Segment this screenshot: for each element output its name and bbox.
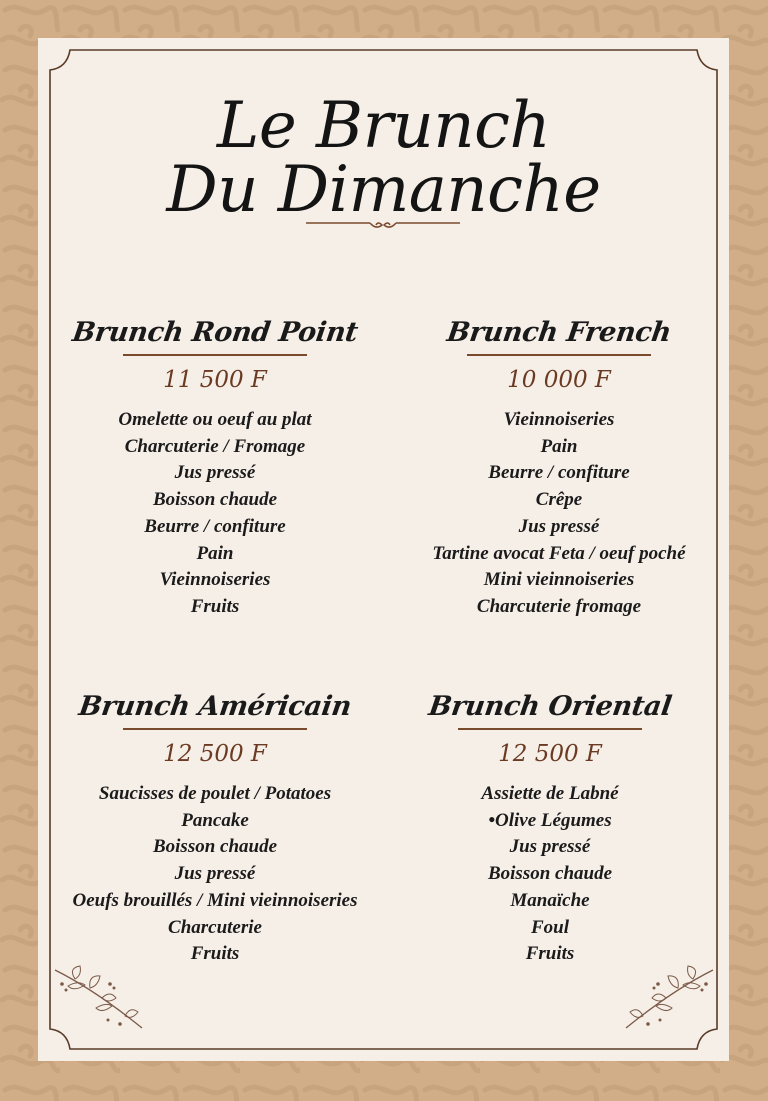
list-item: Saucisses de poulet / Potatoes bbox=[98, 783, 332, 804]
section-price: 10 000 F bbox=[507, 367, 611, 393]
item-list bbox=[389, 407, 729, 621]
page-title-line1: Le Brunch bbox=[216, 89, 551, 163]
list-item: Oeufs brouillés / Mini vieinnoiseries bbox=[72, 889, 358, 911]
section-price: 12 500 F bbox=[163, 741, 267, 767]
list-item: Crêpe bbox=[535, 489, 583, 511]
section-title: Brunch Oriental bbox=[426, 691, 674, 722]
list-item: Pain bbox=[196, 542, 234, 564]
list-item: Pancake bbox=[181, 809, 249, 831]
list-item: Charcuterie bbox=[168, 916, 262, 938]
item-list bbox=[45, 407, 385, 621]
section-divider bbox=[123, 354, 307, 356]
section-brunch-rond-point bbox=[45, 316, 385, 621]
list-item: Vieinnoiseries bbox=[159, 569, 271, 591]
list-item: •Olive Légumes bbox=[488, 809, 612, 831]
section-title: Brunch Rond Point bbox=[70, 317, 360, 348]
item-list bbox=[45, 781, 385, 968]
section-divider bbox=[458, 728, 642, 730]
section-title: Brunch Américain bbox=[76, 691, 354, 722]
section-brunch-oriental bbox=[380, 690, 720, 968]
title-flourish-divider bbox=[306, 218, 460, 234]
list-item: Fruits bbox=[190, 595, 240, 617]
list-item: Beurre / confiture bbox=[144, 515, 286, 537]
list-item: Manaïche bbox=[510, 889, 590, 911]
list-item: Boisson chaude bbox=[152, 489, 278, 511]
section-brunch-french bbox=[389, 316, 729, 621]
section-divider bbox=[123, 728, 307, 730]
section-divider bbox=[467, 354, 651, 356]
floral-sprig-left-icon bbox=[50, 960, 150, 1030]
section-brunch-americain bbox=[45, 690, 385, 968]
list-item: Jus pressé bbox=[174, 462, 256, 484]
list-item: Beurre / confiture bbox=[488, 462, 630, 484]
list-item: Boisson chaude bbox=[487, 863, 613, 885]
page-title-line2: Du Dimanche bbox=[166, 153, 601, 227]
item-list bbox=[380, 781, 720, 968]
list-item: Jus pressé bbox=[518, 515, 600, 537]
menu-card bbox=[38, 38, 729, 1061]
list-item: Jus pressé bbox=[174, 863, 256, 885]
section-title: Brunch French bbox=[445, 317, 674, 348]
list-item: Omelette ou oeuf au plat bbox=[118, 409, 312, 430]
list-item: Vieinnoiseries bbox=[503, 409, 615, 430]
list-item: Foul bbox=[530, 916, 570, 938]
section-price: 12 500 F bbox=[498, 741, 602, 767]
list-item: Mini vieinnoiseries bbox=[483, 569, 635, 591]
section-price: 11 500 F bbox=[163, 367, 267, 393]
list-item: Jus pressé bbox=[509, 836, 591, 858]
floral-sprig-right-icon bbox=[618, 960, 718, 1030]
list-item: Charcuterie fromage bbox=[476, 595, 642, 617]
list-item: Pain bbox=[540, 435, 578, 457]
list-item: Fruits bbox=[525, 943, 575, 965]
list-item: Boisson chaude bbox=[152, 836, 278, 858]
list-item: Tartine avocat Feta / oeuf poché bbox=[432, 542, 686, 564]
list-item: Assiette de Labné bbox=[481, 783, 619, 804]
list-item: Fruits bbox=[190, 943, 240, 965]
list-item: Charcuterie / Fromage bbox=[124, 435, 306, 457]
